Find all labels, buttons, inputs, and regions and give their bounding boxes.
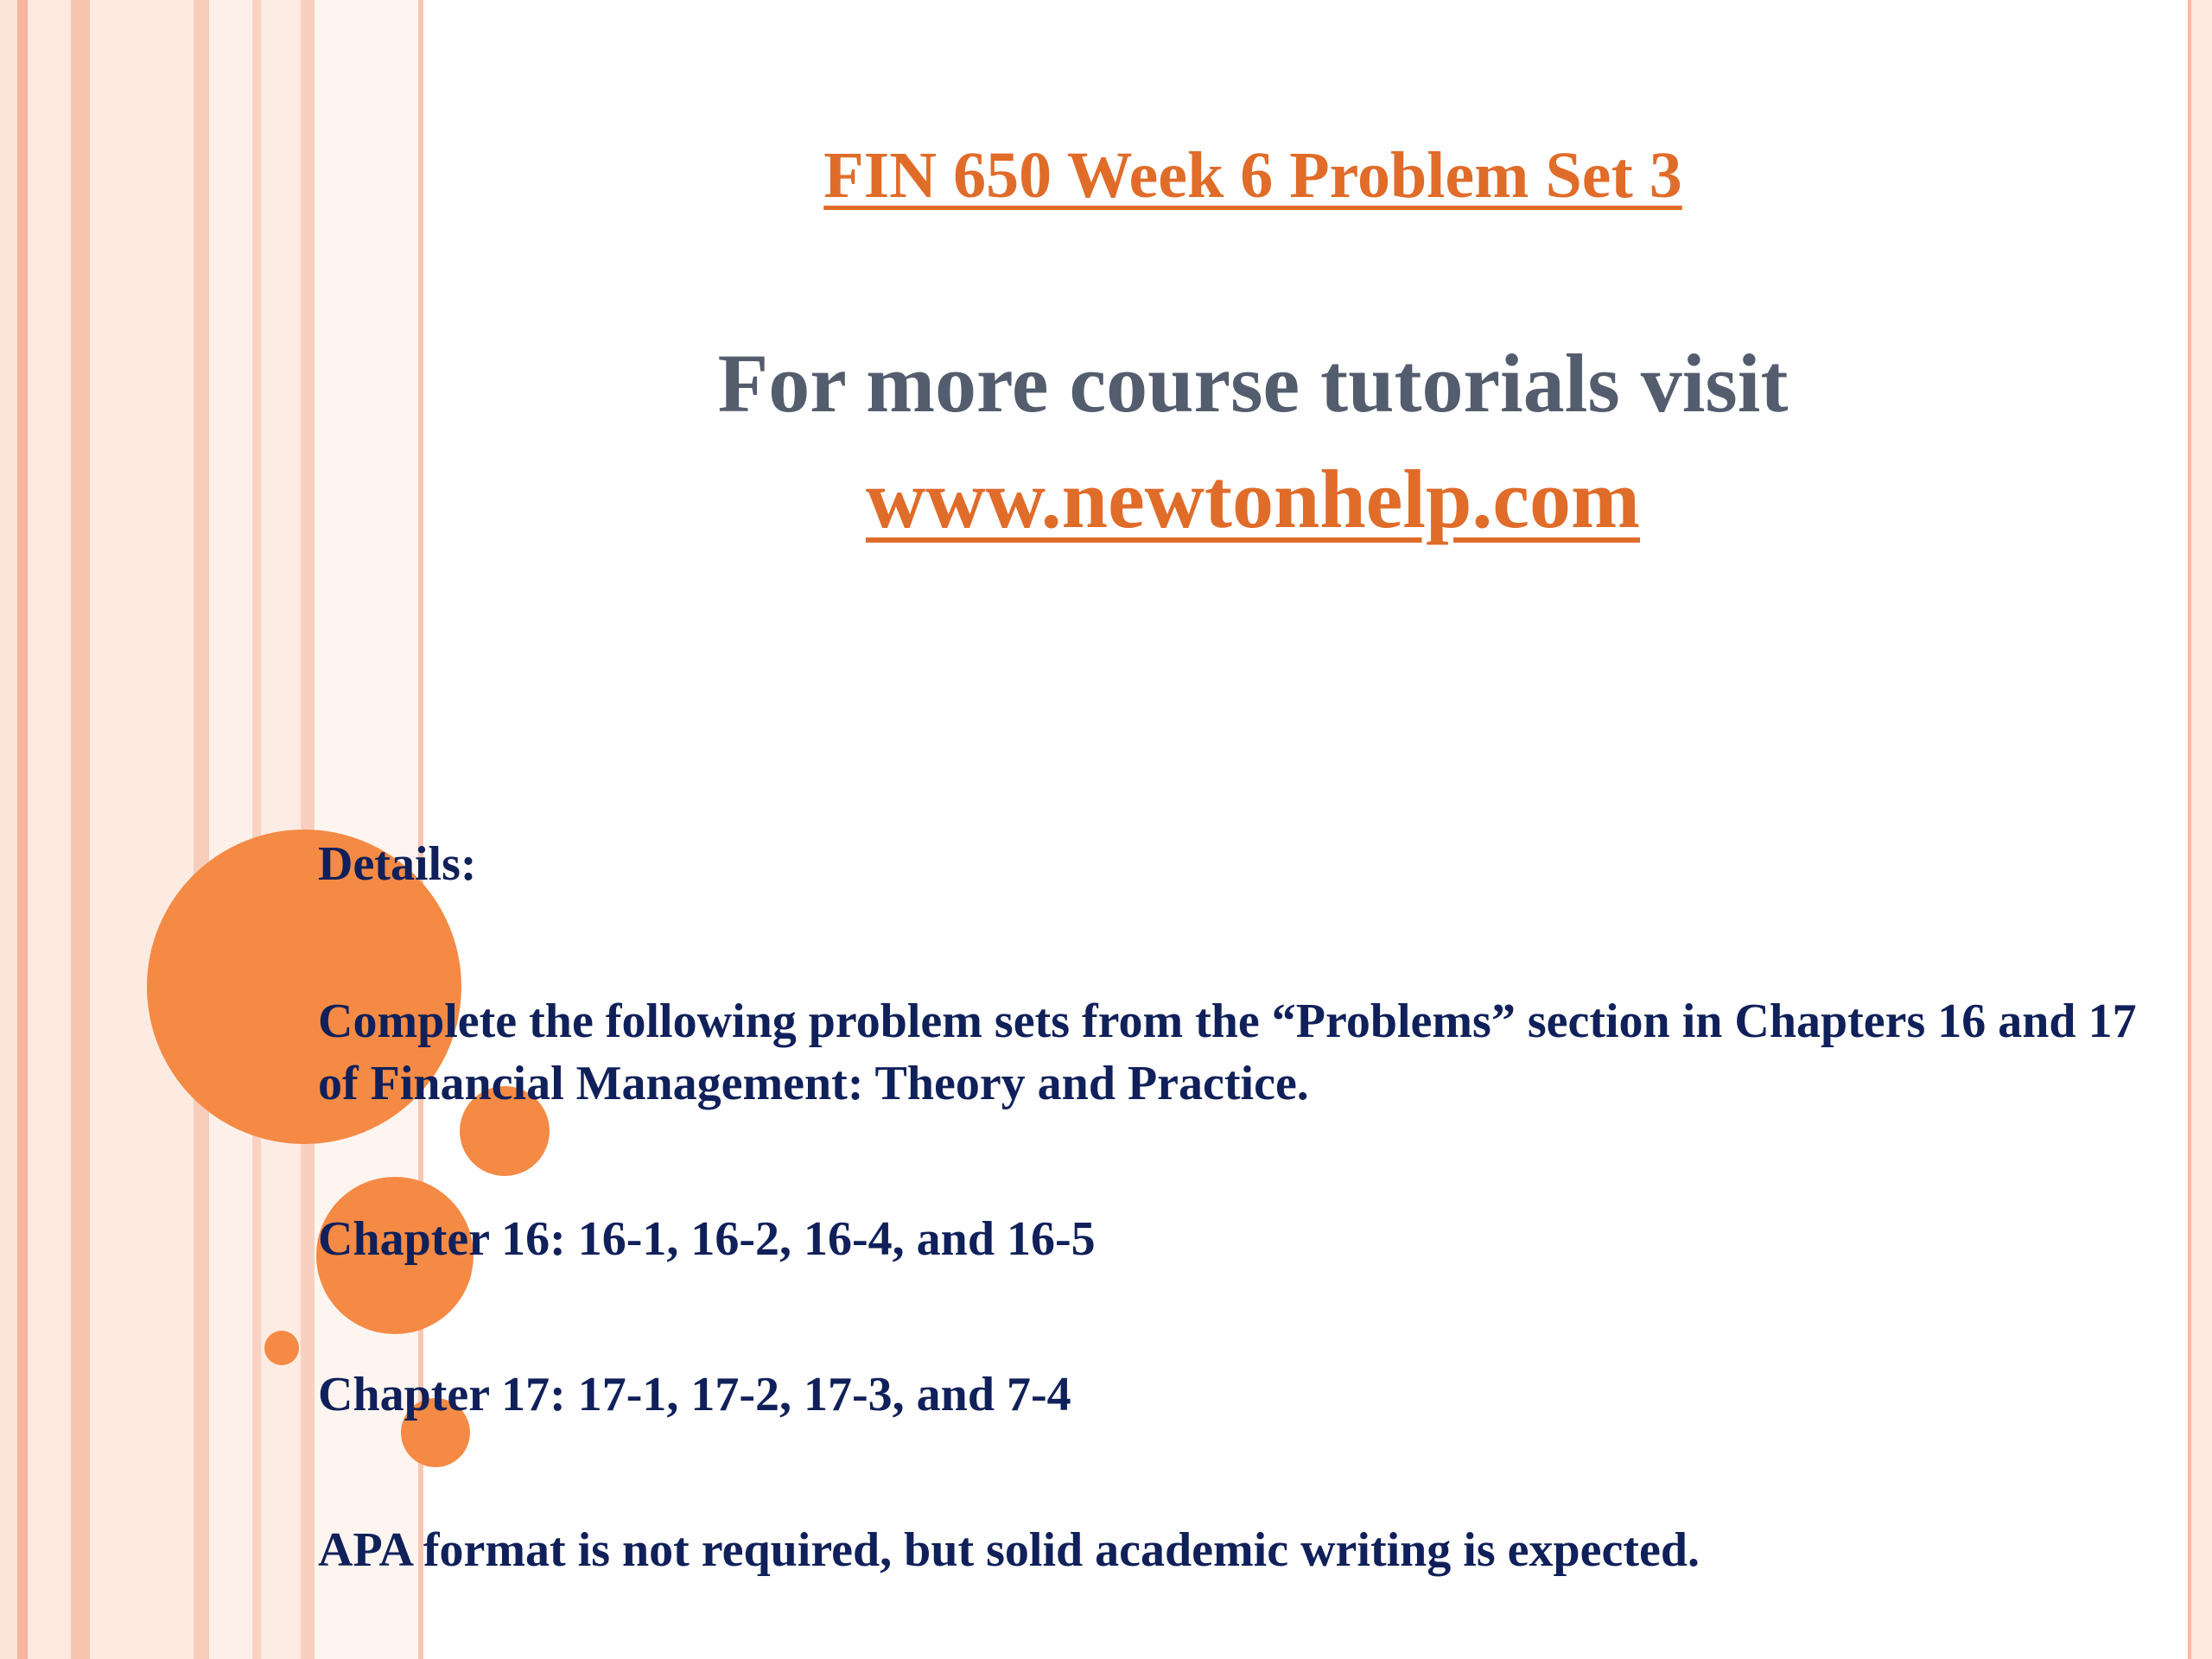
website-link[interactable] <box>432 451 2074 547</box>
instructions-paragraph: Complete the following problem sets from the “Problems” section in Chapters 16 and 17 of Financial Management: Theory and Practice. <box>318 995 2137 1110</box>
decorative-stripe <box>17 0 28 1659</box>
decorative-stripe <box>252 0 261 1659</box>
format-note: APA format is not required, but solid academic writing is expected. <box>318 1523 1700 1577</box>
decorative-circle-dot <box>264 1331 299 1365</box>
decorative-stripe <box>90 0 194 1659</box>
decorative-stripe <box>0 0 17 1659</box>
visit-text: For more course tutorials visit <box>717 337 1789 429</box>
slide-title: FIN 650 Week 6 Problem Set 3 <box>823 139 1682 212</box>
decorative-stripe-right <box>2191 0 2212 1659</box>
decorative-stripe <box>28 0 71 1659</box>
decorative-stripe <box>209 0 252 1659</box>
details-heading: Details: <box>318 837 477 891</box>
chapter-17-problems: Chapter 17: 17-1, 17-2, 17-3, and 7-4 <box>318 1368 1071 1421</box>
decorative-stripe <box>71 0 90 1659</box>
decorative-stripe <box>194 0 209 1659</box>
chapter-16-problems: Chapter 16: 16-1, 16-2, 16-4, and 16-5 <box>318 1212 1096 1266</box>
website-link-text[interactable]: www.newtonhelp.com <box>865 453 1640 545</box>
